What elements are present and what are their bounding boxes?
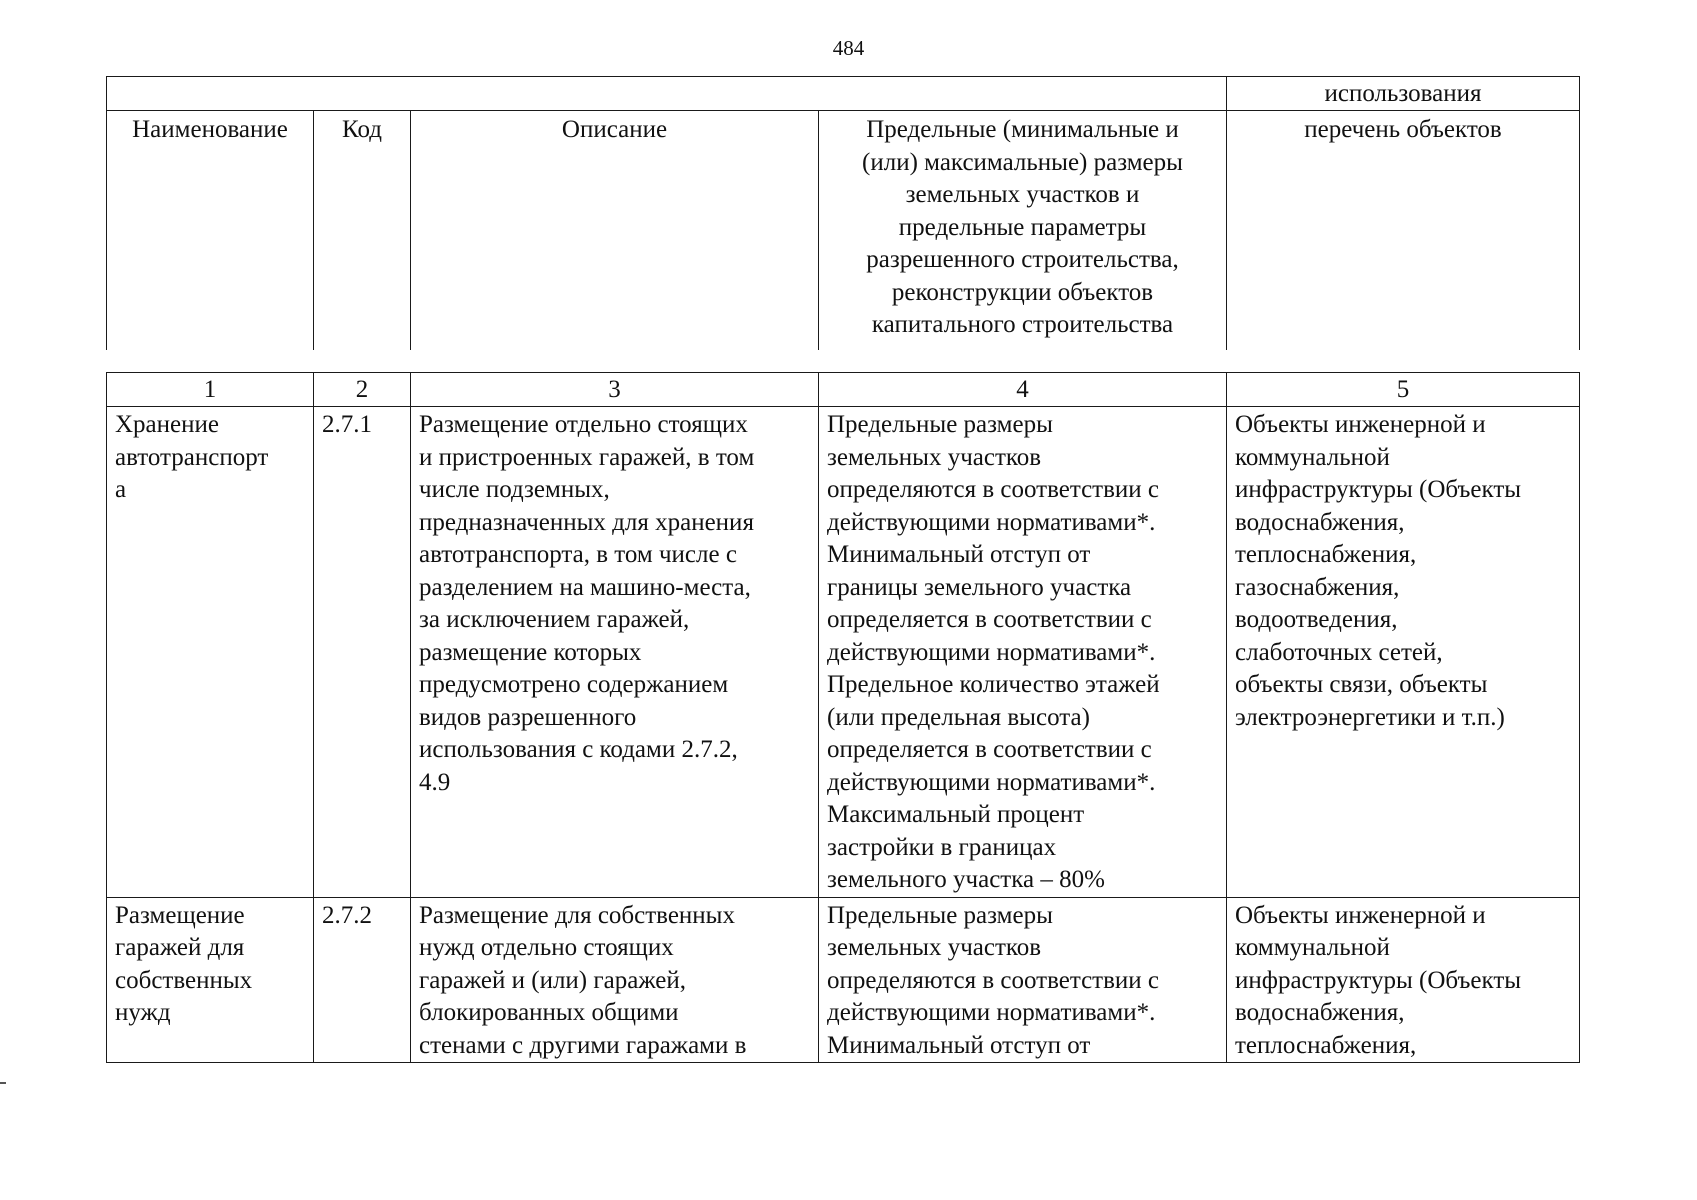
header-top-row — [107, 77, 1580, 111]
cell-description: Размещение для собственных нужд отдельно стоящих гаражей и (или) гаражей, блокированных общими стенами с другими гаражами в — [411, 897, 819, 1063]
table-body — [106, 372, 1580, 1063]
page-number: 484 — [832, 36, 865, 60]
header-top-blank — [107, 77, 1227, 111]
scan-edge-mark — [0, 1082, 6, 1084]
cell-description: Размещение отдельно стоящих и пристроенных гаражей, в том числе подземных, предназначенных для хранения автотранспорта, в том числе с разделением на машино-места, за исключением гаражей, размещение которых предусмотрено содержанием видов разрешенного использования с кодами 2.7.2, 4.9 — [411, 407, 819, 898]
cell-parameters: Предельные размеры земельных участков определяются в соответствии с действующими нормативами*. Минимальный отступ от — [819, 897, 1227, 1063]
table-row — [107, 407, 1580, 898]
cell-name: Хранение автотранспорт а — [107, 407, 314, 898]
header-code: Код — [314, 111, 411, 351]
header-parameters: Предельные (минимальные и (или) максимальные) размеры земельных участков и предельные параметры разрешенного строительства, реконструкции объектов капитального строительства — [819, 111, 1227, 351]
cell-objects: Объекты инженерной и коммунальной инфраструктуры (Объекты водоснабжения, теплоснабжения, газоснабжения, водоотведения, слаботочных сетей, объекты связи, объекты электроэнергетики и т.п.) — [1227, 407, 1580, 898]
table-header — [106, 76, 1580, 350]
column-number: 5 — [1227, 373, 1580, 407]
column-number: 4 — [819, 373, 1227, 407]
column-number: 1 — [107, 373, 314, 407]
cell-objects: Объекты инженерной и коммунальной инфраструктуры (Объекты водоснабжения, теплоснабжения, — [1227, 897, 1580, 1063]
column-number: 2 — [314, 373, 411, 407]
cell-parameters: Предельные размеры земельных участков определяются в соответствии с действующими нормативами*. Минимальный отступ от границы земельного участка определяется в соответствии с действующими нормативами*. Предельное количество этажей (или предельная высота) определяется в соответствии с действующими нормативами*. Максимальный процент застройки в границах земельного участка – 80% — [819, 407, 1227, 898]
header-objects: перечень объектов — [1227, 111, 1580, 351]
column-numbers-row — [107, 373, 1580, 407]
table-row — [107, 897, 1580, 1063]
cell-code: 2.7.1 — [314, 407, 411, 898]
header-columns-row — [107, 111, 1580, 351]
header-name: Наименование — [107, 111, 314, 351]
cell-name: Размещение гаражей для собственных нужд — [107, 897, 314, 1063]
column-number: 3 — [411, 373, 819, 407]
cell-code: 2.7.2 — [314, 897, 411, 1063]
header-top-label: использования — [1227, 77, 1580, 111]
header-description: Описание — [411, 111, 819, 351]
